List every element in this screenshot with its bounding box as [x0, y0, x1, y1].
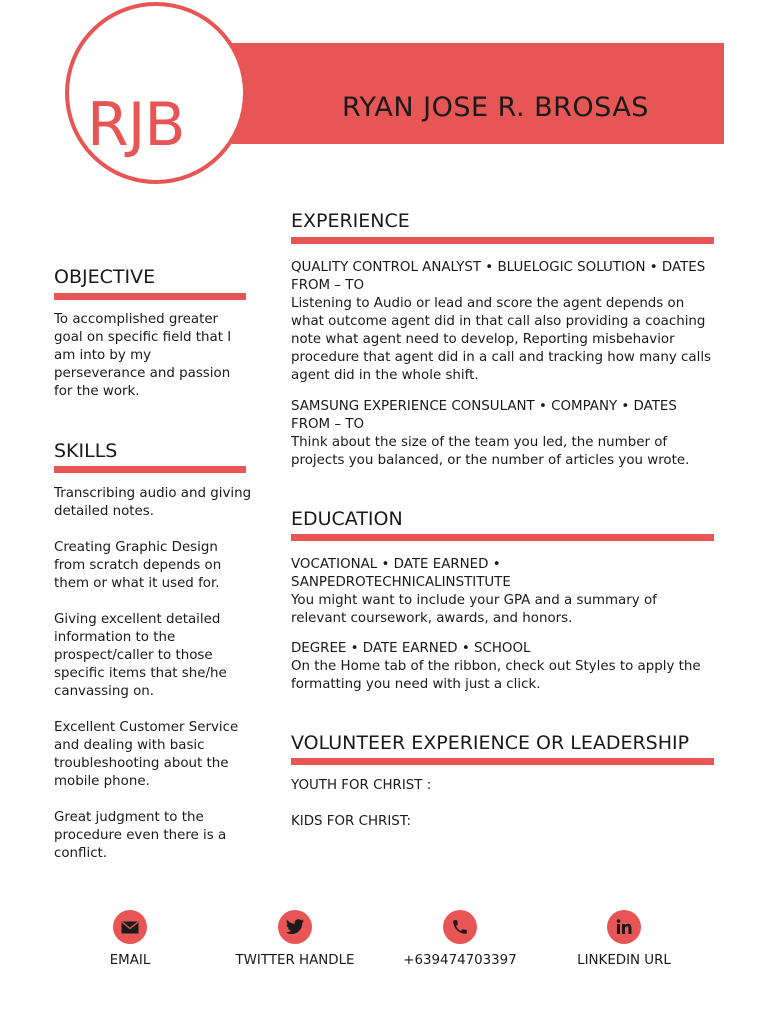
experience-job: [291, 398, 714, 470]
skill-item: Giving excellent detailed information to the prospect/caller to those specific items that she/he canvassing on.: [54, 612, 227, 699]
education-heading: DEGREE • DATE EARNED • SCHOOL: [291, 641, 531, 656]
monogram: RJB: [87, 90, 185, 160]
skills-list: [54, 485, 252, 881]
linkedin-icon: [607, 910, 641, 944]
full-name: RYAN JOSE R. BROSAS: [342, 92, 649, 123]
volunteer-title: VOLUNTEER EXPERIENCE OR LEADERSHIP: [291, 732, 690, 754]
contact-linkedin[interactable]: [544, 910, 704, 968]
experience-job: [291, 259, 714, 385]
contact-email[interactable]: [50, 910, 210, 968]
job-description: Listening to Audio or lead and score the agent depends on what outcome agent did in that call also providing a coaching note what agent need to develop, Reporting misbehavior procedure that agent did in a call and tracking how many calls agent did in the whole shift.: [291, 296, 712, 383]
twitter-icon: [278, 910, 312, 944]
volunteer-rule: [291, 758, 714, 765]
objective-title: OBJECTIVE: [54, 266, 156, 288]
education-heading: VOCATIONAL • DATE EARNED • SANPEDROTECHNICALINSTITUTE: [291, 557, 511, 590]
objective-rule: [54, 293, 246, 300]
skill-item: Transcribing audio and giving detailed notes.: [54, 486, 252, 519]
education-title: EDUCATION: [291, 508, 403, 530]
email-icon: [113, 910, 147, 944]
experience-title: EXPERIENCE: [291, 210, 410, 232]
skill-item: Creating Graphic Design from scratch depends on them or what it used for.: [54, 540, 222, 591]
contact-label: EMAIL: [109, 953, 151, 968]
contact-phone[interactable]: [380, 910, 540, 968]
skills-rule: [54, 466, 246, 473]
contact-twitter[interactable]: [215, 910, 375, 968]
education-item: [291, 640, 714, 694]
skill-item: Excellent Customer Service and dealing with basic troubleshooting about the mobile phone.: [54, 720, 239, 789]
skill-item: Great judgment to the procedure even there is a conflict.: [54, 810, 227, 861]
phone-icon: [443, 910, 477, 944]
experience-rule: [291, 237, 714, 244]
contact-label: TWITTER HANDLE: [235, 953, 355, 968]
job-heading: QUALITY CONTROL ANALYST • BLUELOGIC SOLUTION • DATES FROM – TO: [291, 260, 706, 293]
job-heading: SAMSUNG EXPERIENCE CONSULANT • COMPANY • DATES FROM – TO: [291, 399, 677, 432]
volunteer-item: YOUTH FOR CHRIST :: [291, 778, 432, 793]
education-description: You might want to include your GPA and a summary of relevant coursework, awards, and honors.: [291, 593, 657, 626]
objective-text: To accomplished greater goal on specific field that I am into by my perseverance and passion for the work.: [54, 312, 232, 399]
contact-label: LINKEDIN URL: [577, 953, 671, 968]
contact-label: +639474703397: [403, 953, 517, 968]
education-description: On the Home tab of the ribbon, check out Styles to apply the formatting you need with just a click.: [291, 659, 701, 692]
job-description: Think about the size of the team you led, the number of projects you balanced, or the number of articles you wrote.: [291, 435, 690, 468]
education-item: [291, 556, 714, 628]
education-rule: [291, 534, 714, 541]
skills-title: SKILLS: [54, 440, 118, 462]
volunteer-item: KIDS FOR CHRIST:: [291, 814, 411, 829]
